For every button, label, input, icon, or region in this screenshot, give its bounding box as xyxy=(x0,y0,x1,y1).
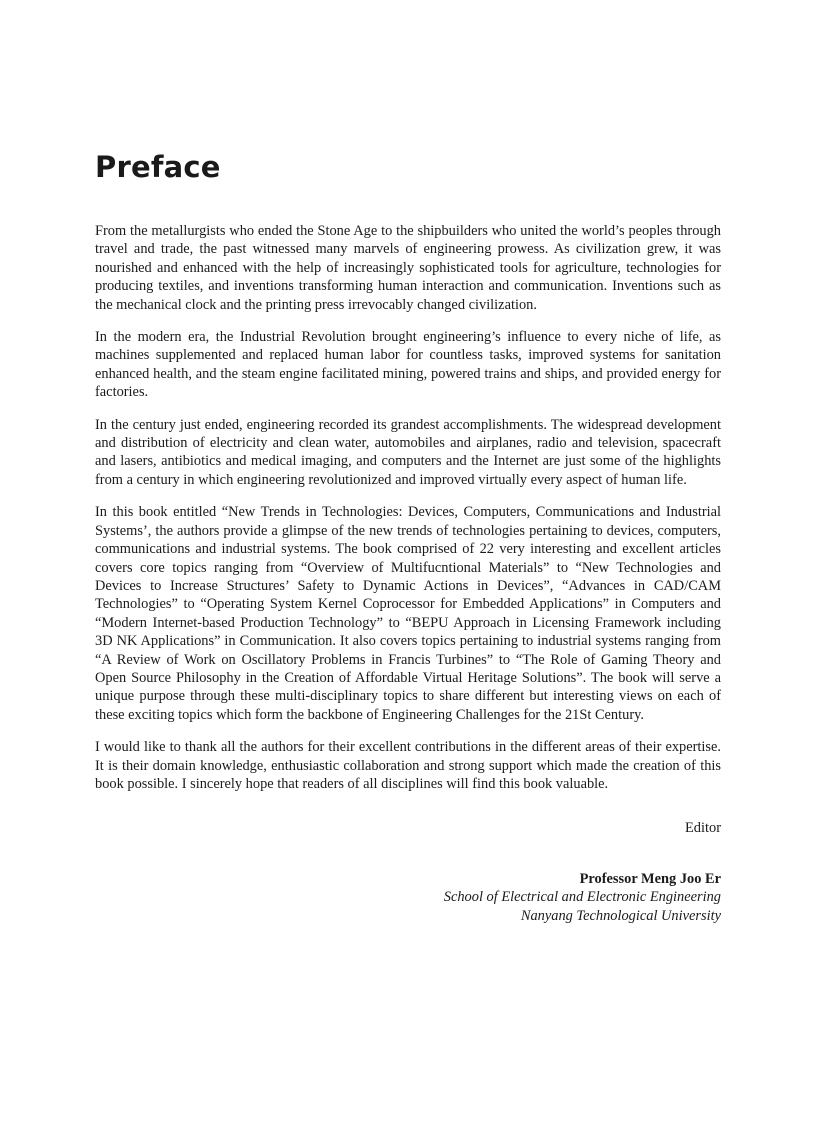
signature-name: Professor Meng Joo Er xyxy=(579,870,721,887)
signature-affiliation-school: School of Electrical and Electronic Engineering xyxy=(443,889,721,906)
paragraph-3: In the century just ended, engineering recorded its grandest accomplishments. The widespread development and distribution of electricity and clean water, automobiles and airplanes, radio and television, spacecraft and lasers, antibiotics and medical imaging, and computers and the Internet are just some of the highlights from a century in which engineering revolutionized and improved virtually every aspect of human life. xyxy=(95,416,721,488)
paragraph-4: In this book entitled “New Trends in Technologies: Devices, Computers, Communications and Industrial Systems’, the authors provide a glimpse of the new trends of technologies pertaining to devices, computers, communications and industrial systems. The book comprised of 22 very interesting and excellent articles covers core topics ranging from “Overview of Multifucntional Materials” to “New Technologies and Devices to Increase Structures’ Safety to Dynamic Actions in Devices”, “Advances in CAD/CAM Technologies” to “Operating System Kernel Coprocessor for Embedded Applications” in Computers and “Modern Internet-based Production Technology” to “BEPU Approach in Licensing Framework including 3D NK Applications” in Communication. It also covers topics pertaining to industrial systems ranging from “A Review of Work on Oscillatory Problems in Francis Turbines” to “The Role of Gaming Theory and Open Source Philosophy in the Creation of Affordable Virtual Heritage Solutions”. The book will serve a unique purpose through these multi-disciplinary topics to share different but interesting views on each of these exciting topics which form the backbone of Engineering Challenges for the 21St Century. xyxy=(95,504,721,723)
page-content xyxy=(95,150,721,926)
signature-role: Editor xyxy=(685,820,721,837)
signature-affiliation-university: Nanyang Technological University xyxy=(520,908,721,925)
page-title: Preface xyxy=(95,150,221,184)
paragraph-1: From the metallurgists who ended the Stone Age to the shipbuilders who united the world’s peoples through travel and trade, the past witnessed many marvels of engineering prowess. As civilization grew, it was nourished and enhanced with the help of increasingly sophisticated tools for agriculture, technologies for producing textiles, and inventions transforming human interaction and communication. Inventions such as the mechanical clock and the printing press irrevocably changed civilization. xyxy=(95,223,721,313)
paragraph-5: I would like to thank all the authors for their excellent contributions in the different areas of their expertise. It is their domain knowledge, enthusiastic collaboration and strong support which made the creation of this book possible. I sincerely hope that readers of all disciplines will find this book valuable. xyxy=(95,739,721,792)
signature-block xyxy=(95,819,721,926)
paragraph-2: In the modern era, the Industrial Revolution brought engineering’s influence to every niche of life, as machines supplemented and replaced human labor for countless tasks, improved systems for sanitation enhanced health, and the steam engine facilitated mining, powered trains and ships, and provided energy for factories. xyxy=(95,329,721,401)
